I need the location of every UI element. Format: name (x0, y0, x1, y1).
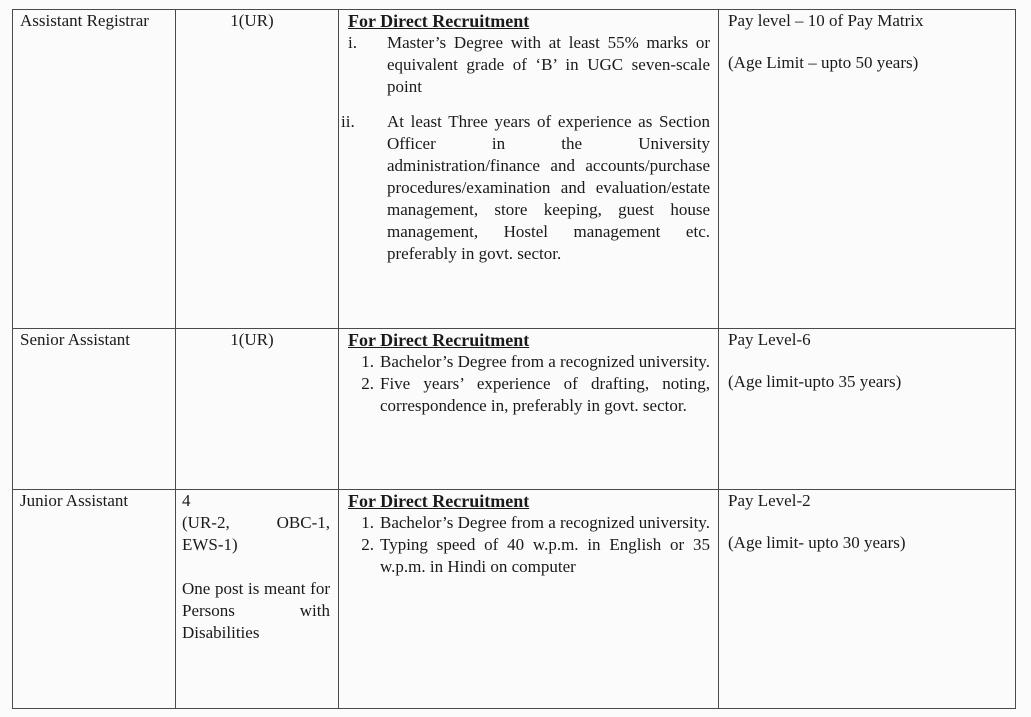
qualification-title: For Direct Recruitment (348, 491, 530, 511)
post-name-cell (13, 490, 176, 709)
list-item (348, 512, 710, 534)
list-marker: 1. (361, 352, 374, 371)
post-name: Senior Assistant (20, 330, 131, 349)
post-name: Assistant Registrar (20, 11, 149, 30)
qualification-cell (339, 10, 719, 329)
table-row (13, 329, 1016, 490)
list-item (348, 32, 710, 98)
list-item (341, 111, 710, 265)
qualification-text: Bachelor’s Degree from a recognized university. (380, 513, 710, 532)
vacancy-count: 4 (182, 491, 191, 510)
list-marker: 2. (361, 535, 374, 554)
list-marker: 1. (361, 513, 374, 532)
qualification-cell (339, 490, 719, 709)
qualification-text: Typing speed of 40 w.p.m. in English or 35 w.p.m. in Hindi on computer (380, 535, 710, 576)
list-item (348, 534, 710, 578)
qualification-title: For Direct Recruitment (348, 11, 530, 31)
qualification-list (348, 512, 710, 578)
age-limit: (Age limit- upto 30 years) (728, 533, 906, 552)
list-item (348, 351, 710, 373)
pay-level: Pay Level-2 (728, 491, 811, 510)
vacancy-count: 1(UR) (230, 11, 274, 30)
vacancy-breakup: (UR-2, OBC-1, EWS-1) (182, 513, 330, 554)
recruitment-table (12, 9, 1016, 709)
qualification-cell (339, 329, 719, 490)
vacancy-cell (176, 10, 339, 329)
qualification-text: Master’s Degree with at least 55% marks or equivalent grade of ‘B’ in UGC seven-scale point (387, 33, 710, 96)
list-marker: i. (348, 33, 357, 52)
list-marker: 2. (361, 374, 374, 393)
vacancy-note: One post is meant for Persons with Disabilities (182, 579, 330, 642)
post-name-cell (13, 329, 176, 490)
qualification-list (348, 351, 710, 417)
pay-cell (719, 329, 1016, 490)
pay-level: Pay Level-6 (728, 330, 811, 349)
pay-cell (719, 490, 1016, 709)
pay-level: Pay level – 10 of Pay Matrix (728, 11, 924, 30)
qualification-list (341, 32, 710, 265)
table-row (13, 10, 1016, 329)
age-limit: (Age Limit – upto 50 years) (728, 53, 919, 72)
qualification-text: Bachelor’s Degree from a recognized university. (380, 352, 710, 371)
vacancy-cell (176, 329, 339, 490)
list-item (348, 373, 710, 417)
qualification-text: At least Three years of experience as Section Officer in the University administration/finance and accounts/purchase procedures/examination and evaluation/estate management, store keeping, guest house management, Hostel management etc. preferably in govt. sector. (387, 112, 710, 263)
qualification-text: Five years’ experience of drafting, noting, correspondence in, preferably in govt. sector. (380, 374, 710, 415)
age-limit: (Age limit-upto 35 years) (728, 372, 902, 391)
post-name-cell (13, 10, 176, 329)
list-marker: ii. (341, 112, 355, 131)
post-name: Junior Assistant (20, 491, 129, 510)
vacancy-count: 1(UR) (230, 330, 274, 349)
table-row (13, 490, 1016, 709)
qualification-title: For Direct Recruitment (348, 330, 530, 350)
pay-cell (719, 10, 1016, 329)
vacancy-cell (176, 490, 339, 709)
